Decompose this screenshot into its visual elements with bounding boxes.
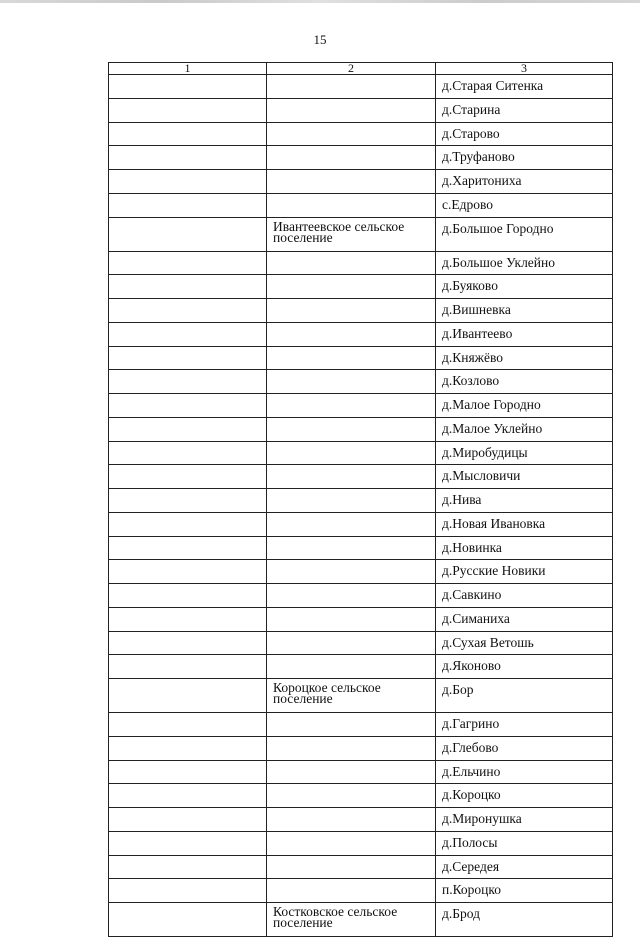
table-cell-1 bbox=[109, 299, 267, 323]
table-cell-3: д.Козлово bbox=[436, 370, 613, 394]
table-row bbox=[109, 655, 613, 679]
table-cell-3: д.Савкино bbox=[436, 584, 613, 608]
table-cell-1 bbox=[109, 831, 267, 855]
table-cell-2 bbox=[267, 441, 436, 465]
table-row bbox=[109, 879, 613, 903]
table-row bbox=[109, 346, 613, 370]
table-row bbox=[109, 584, 613, 608]
table-row bbox=[109, 193, 613, 217]
table-row bbox=[109, 217, 613, 251]
table-cell-1 bbox=[109, 760, 267, 784]
table-cell-3: д.Новинка bbox=[436, 536, 613, 560]
table-cell-1 bbox=[109, 607, 267, 631]
table-cell-1 bbox=[109, 536, 267, 560]
table-cell-1 bbox=[109, 122, 267, 146]
settlements-table bbox=[108, 62, 613, 937]
table-cell-2 bbox=[267, 122, 436, 146]
table-row bbox=[109, 736, 613, 760]
table-cell-1 bbox=[109, 560, 267, 584]
table-row bbox=[109, 679, 613, 713]
table-cell-2 bbox=[267, 75, 436, 99]
column-header-1: 1 bbox=[109, 63, 267, 75]
table-cell-2 bbox=[267, 760, 436, 784]
table-row bbox=[109, 631, 613, 655]
table-cell-3: д.Сухая Ветошь bbox=[436, 631, 613, 655]
table-cell-2 bbox=[267, 713, 436, 737]
table-row bbox=[109, 855, 613, 879]
table-row bbox=[109, 394, 613, 418]
table-cell-2 bbox=[267, 394, 436, 418]
table-cell-3: д.Короцко bbox=[436, 784, 613, 808]
table-cell-3: д.Нива bbox=[436, 489, 613, 513]
table-cell-2 bbox=[267, 299, 436, 323]
table-cell-2 bbox=[267, 536, 436, 560]
table-body bbox=[109, 75, 613, 937]
table-row bbox=[109, 536, 613, 560]
table-cell-1 bbox=[109, 903, 267, 937]
table-cell-3: д.Буяково bbox=[436, 275, 613, 299]
table-cell-3: д.Новая Ивановка bbox=[436, 512, 613, 536]
table-row bbox=[109, 98, 613, 122]
table-cell-3: д.Симаниха bbox=[436, 607, 613, 631]
column-header-3: 3 bbox=[436, 63, 613, 75]
table-cell-2 bbox=[267, 736, 436, 760]
table-cell-1 bbox=[109, 631, 267, 655]
table-cell-3: д.Малое Уклейно bbox=[436, 417, 613, 441]
table-cell-2 bbox=[267, 831, 436, 855]
table-cell-1 bbox=[109, 170, 267, 194]
table-cell-1 bbox=[109, 217, 267, 251]
table-row bbox=[109, 370, 613, 394]
table-cell-2 bbox=[267, 98, 436, 122]
table-cell-1 bbox=[109, 512, 267, 536]
table-row bbox=[109, 441, 613, 465]
table-cell-3: д.Харитониха bbox=[436, 170, 613, 194]
table-cell-1 bbox=[109, 489, 267, 513]
table-cell-2 bbox=[267, 607, 436, 631]
table-row bbox=[109, 146, 613, 170]
table-cell-2 bbox=[267, 370, 436, 394]
table-row bbox=[109, 275, 613, 299]
table-cell-3: д.Большое Уклейно bbox=[436, 251, 613, 275]
table-cell-2 bbox=[267, 855, 436, 879]
table-cell-2 bbox=[267, 417, 436, 441]
table-cell-2 bbox=[267, 631, 436, 655]
table-cell-3: д.Старая Ситенка bbox=[436, 75, 613, 99]
table-cell-1 bbox=[109, 855, 267, 879]
table-cell-2 bbox=[267, 879, 436, 903]
table-cell-2 bbox=[267, 346, 436, 370]
table-row bbox=[109, 299, 613, 323]
table-row bbox=[109, 465, 613, 489]
table-header-row bbox=[109, 63, 613, 75]
table-row bbox=[109, 560, 613, 584]
table-cell-3: п.Короцко bbox=[436, 879, 613, 903]
table-row bbox=[109, 251, 613, 275]
table-cell-1 bbox=[109, 322, 267, 346]
table-cell-2 bbox=[267, 146, 436, 170]
table-cell-3: д.Ивантеево bbox=[436, 322, 613, 346]
table-row bbox=[109, 512, 613, 536]
table-cell-2 bbox=[267, 784, 436, 808]
table-cell-1 bbox=[109, 679, 267, 713]
table-cell-3: д.Княжёво bbox=[436, 346, 613, 370]
scan-edge bbox=[0, 0, 640, 3]
page-number: 15 bbox=[313, 32, 327, 47]
table-cell-3: д.Старина bbox=[436, 98, 613, 122]
table-cell-3: д.Яконово bbox=[436, 655, 613, 679]
table-cell-1 bbox=[109, 736, 267, 760]
table-cell-2 bbox=[267, 584, 436, 608]
table-cell-1 bbox=[109, 275, 267, 299]
table-cell-1 bbox=[109, 251, 267, 275]
table-cell-1 bbox=[109, 713, 267, 737]
table-cell-3: д.Старово bbox=[436, 122, 613, 146]
table-row bbox=[109, 322, 613, 346]
table-cell-2 bbox=[267, 489, 436, 513]
table-cell-2 bbox=[267, 560, 436, 584]
table-row bbox=[109, 808, 613, 832]
table-cell-3: д.Гагрино bbox=[436, 713, 613, 737]
table-cell-2 bbox=[267, 808, 436, 832]
table-cell-3: д.Брод bbox=[436, 903, 613, 937]
table-cell-3: с.Едрово bbox=[436, 193, 613, 217]
table-cell-2 bbox=[267, 322, 436, 346]
table-cell-3: д.Мысловичи bbox=[436, 465, 613, 489]
table-cell-3: д.Большое Городно bbox=[436, 217, 613, 251]
table-row bbox=[109, 417, 613, 441]
table-cell-1 bbox=[109, 441, 267, 465]
table-cell-1 bbox=[109, 584, 267, 608]
table-cell-3: д.Миробудицы bbox=[436, 441, 613, 465]
table-cell-1 bbox=[109, 784, 267, 808]
table-cell-3: д.Бор bbox=[436, 679, 613, 713]
table-row bbox=[109, 607, 613, 631]
table-cell-1 bbox=[109, 146, 267, 170]
table-cell-2 bbox=[267, 170, 436, 194]
table-cell-2 bbox=[267, 512, 436, 536]
table-cell-3: д.Глебово bbox=[436, 736, 613, 760]
table-cell-3: д.Вишневка bbox=[436, 299, 613, 323]
table-cell-2 bbox=[267, 275, 436, 299]
table-row bbox=[109, 713, 613, 737]
table-cell-1 bbox=[109, 879, 267, 903]
table-row bbox=[109, 784, 613, 808]
table-row bbox=[109, 760, 613, 784]
table-cell-2: Короцкое сельское поселение bbox=[267, 679, 436, 713]
table-row bbox=[109, 831, 613, 855]
table-cell-2 bbox=[267, 465, 436, 489]
table-cell-1 bbox=[109, 193, 267, 217]
table-cell-2 bbox=[267, 193, 436, 217]
table-row bbox=[109, 903, 613, 937]
table-cell-1 bbox=[109, 370, 267, 394]
table-cell-1 bbox=[109, 465, 267, 489]
table-row bbox=[109, 75, 613, 99]
table-cell-1 bbox=[109, 417, 267, 441]
table-cell-1 bbox=[109, 655, 267, 679]
table-row bbox=[109, 122, 613, 146]
column-header-2: 2 bbox=[267, 63, 436, 75]
table-cell-2 bbox=[267, 655, 436, 679]
table-cell-2: Костковское сельское поселение bbox=[267, 903, 436, 937]
table-cell-1 bbox=[109, 394, 267, 418]
table-cell-3: д.Миронушка bbox=[436, 808, 613, 832]
table-cell-3: д.Труфаново bbox=[436, 146, 613, 170]
table-cell-3: д.Полосы bbox=[436, 831, 613, 855]
table-cell-2 bbox=[267, 251, 436, 275]
table-row bbox=[109, 489, 613, 513]
table-cell-1 bbox=[109, 346, 267, 370]
table-cell-3: д.Малое Городно bbox=[436, 394, 613, 418]
table-cell-3: д.Русские Новики bbox=[436, 560, 613, 584]
table-row bbox=[109, 170, 613, 194]
table-cell-1 bbox=[109, 98, 267, 122]
table-cell-3: д.Ельчино bbox=[436, 760, 613, 784]
table-cell-2: Ивантеевское сельское поселение bbox=[267, 217, 436, 251]
table-cell-3: д.Середея bbox=[436, 855, 613, 879]
table-cell-1 bbox=[109, 75, 267, 99]
table-cell-1 bbox=[109, 808, 267, 832]
